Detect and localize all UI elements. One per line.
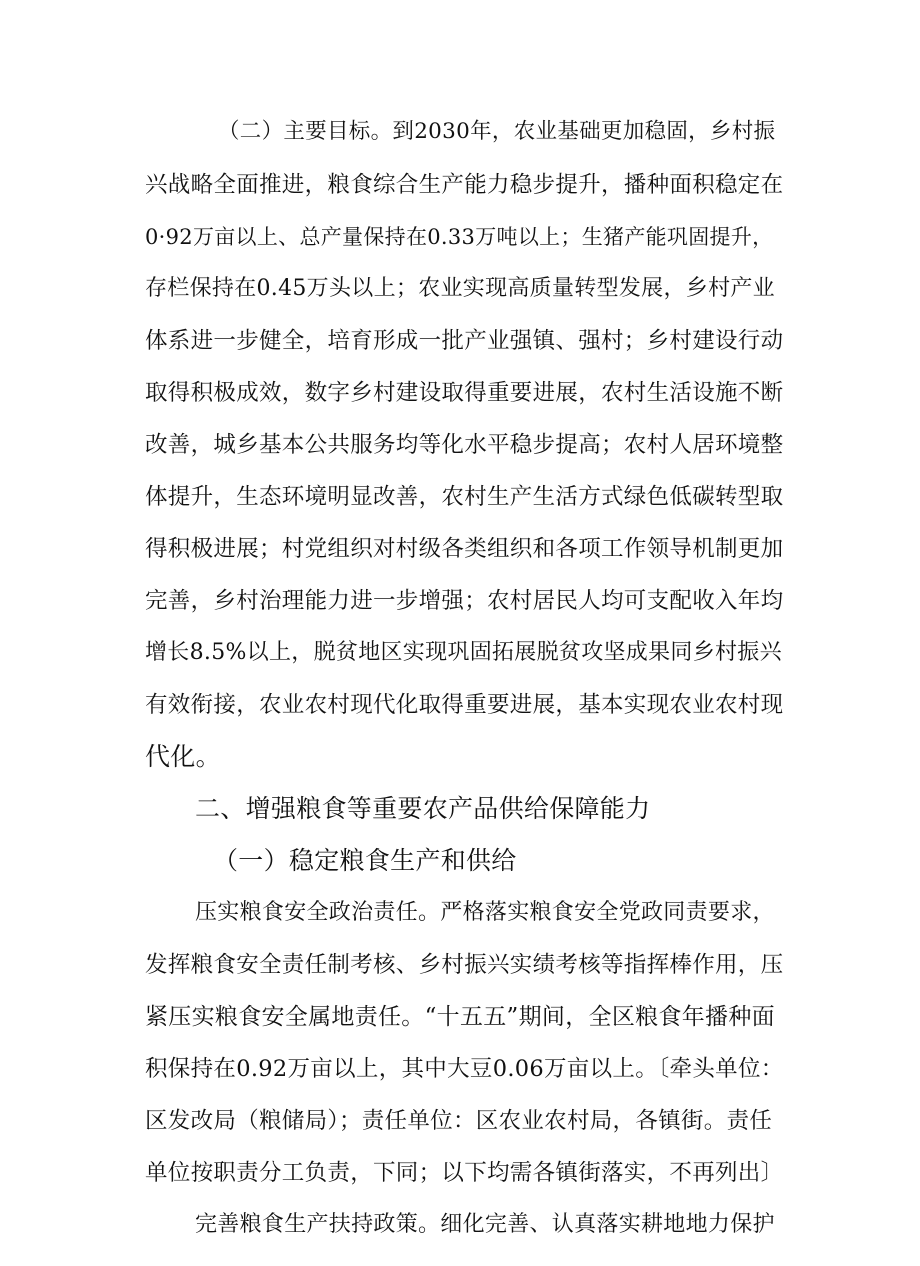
paragraph-goals-line-3: 0·92万亩以上、总产量保持在0.33万吨以上；生猪产能巩固提升，: [145, 225, 774, 249]
paragraph-goals-line-2: 兴战略全面推进，粮食综合生产能力稳步提升，播种面积稳定在: [145, 172, 784, 198]
paragraph-responsibility-line-1: 压实粮食安全政治责任。严格落实粮食安全党政同责要求，: [195, 900, 775, 925]
subsection-heading: （一）稳定粮食生产和供给: [213, 846, 517, 875]
paragraph-goals-line-7: 改善，城乡基本公共服务均等化水平稳步提高；农村人居环境整: [145, 432, 784, 458]
section-heading: 二、增强粮食等重要农产品供给保障能力: [195, 794, 651, 823]
paragraph-responsibility-line-6: 单位按职责分工负责，下同；以下均需各镇街落实，不再列出〕: [145, 1160, 784, 1186]
paragraph-goals-line-13: 代化。: [145, 742, 221, 771]
paragraph-goals-line-12: 有效衔接，农业农村现代化取得重要进展，基本实现农业农村现: [145, 692, 784, 718]
paragraph-goals-line-11: 增长8.5%以上，脱贫地区实现巩固拓展脱贫攻坚成果同乡村振兴: [145, 640, 782, 665]
paragraph-goals-line-4: 存栏保持在0.45万头以上；农业实现高质量转型发展，乡村产业: [145, 276, 775, 301]
paragraph-goals-line-6: 取得积极成效，数字乡村建设取得重要进展，农村生活设施不断: [145, 380, 784, 406]
paragraph-responsibility-line-2: 发挥粮食安全责任制考核、乡村振兴实绩考核等指挥棒作用，压: [145, 952, 784, 978]
paragraph-goals-line-8: 体提升，生态环境明显改善，农村生产生活方式绿色低碳转型取: [145, 484, 784, 510]
paragraph-goals-line-5: 体系进一步健全，培育形成一批产业强镇、强村；乡村建设行动: [145, 328, 784, 354]
paragraph-responsibility-line-3: 紧压实粮食安全属地责任。“十五五”期间，全区粮食年播种面: [145, 1004, 775, 1030]
paragraph-goals-line-9: 得积极进展；村党组织对村级各类组织和各项工作领导机制更加: [145, 536, 784, 562]
paragraph-goals-line-1: （二）主要目标。到2030年，农业基础更加稳固，乡村振: [218, 119, 776, 144]
paragraph-support-line-1: 完善粮食生产扶持政策。细化完善、认真落实耕地地力保护: [195, 1212, 775, 1237]
paragraph-responsibility-line-5: 区发改局（粮储局）；责任单位：区农业农村局，各镇街。责任: [145, 1108, 773, 1134]
paragraph-responsibility-line-4: 积保持在0.92万亩以上，其中大豆0.06万亩以上。〔牵头单位：: [145, 1056, 784, 1082]
paragraph-goals-line-10: 完善，乡村治理能力进一步增强；农村居民人均可支配收入年均: [145, 588, 784, 614]
